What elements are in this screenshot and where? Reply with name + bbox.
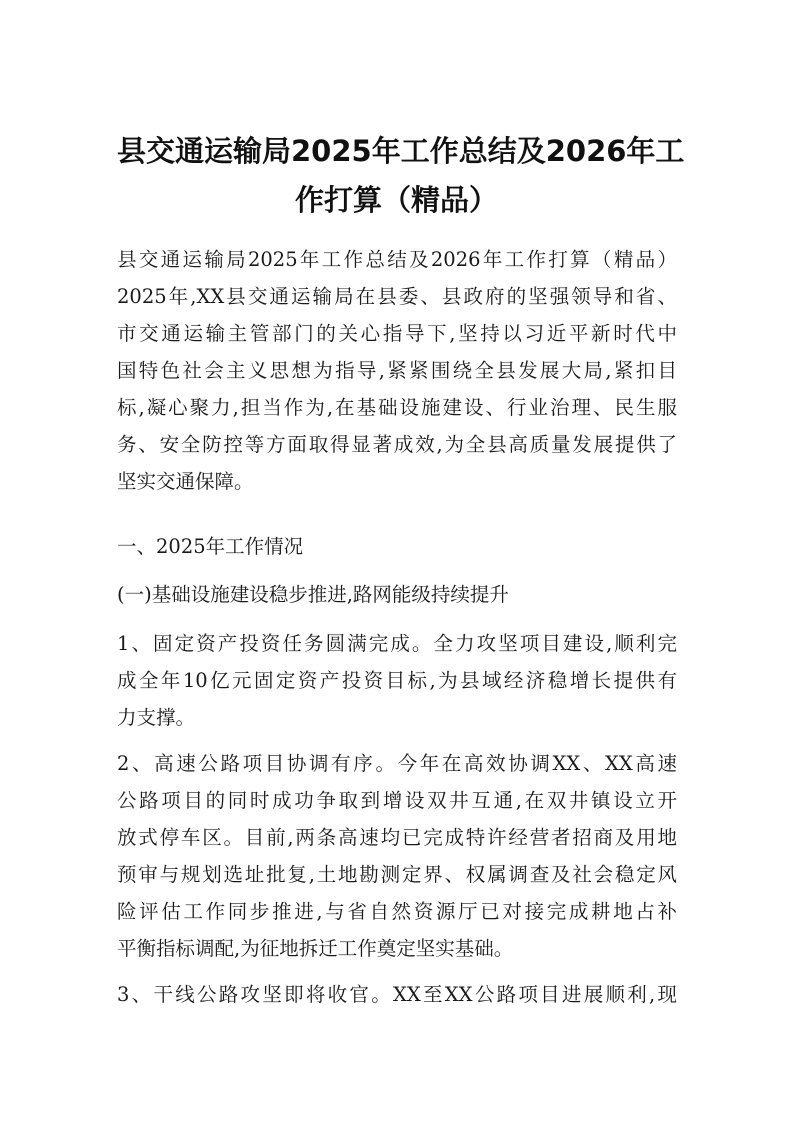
subsection-heading: (一)基础设施建设稳步推进,路网能级持续提升	[117, 583, 509, 606]
body-line: 力支撑。	[117, 706, 196, 729]
body-line: 务、安全防控等方面取得显著成效,为全县高质量发展提供了	[117, 433, 677, 456]
body-line: 县交通运输局2025年工作总结及2026年工作打算（精品）	[117, 248, 677, 271]
body-line: 2025年,XX县交通运输局在县委、县政府的坚强领导和省、	[117, 285, 677, 308]
body-line: 坚实交通保障。	[117, 470, 254, 493]
body-line: 公路项目的同时成功争取到增设双井互通,在双井镇设立开	[117, 789, 677, 812]
body-line: 放式停车区。目前,两条高速均已完成特许经营者招商及用地	[117, 826, 677, 849]
title-line-1: 县交通运输局2025年工作总结及2026年工	[117, 134, 685, 168]
body-line: 2、高速公路项目协调有序。今年在高效协调XX、XX高速	[117, 752, 677, 775]
title-line-2: 作打算（精品）	[294, 183, 498, 217]
body-line: 成全年10亿元固定资产投资目标,为县域经济稳增长提供有	[117, 669, 677, 692]
body-line: 3、干线公路攻坚即将收官。XX至XX公路项目进展顺利,现	[117, 983, 677, 1006]
body-line: 国特色社会主义思想为指导,紧紧围绕全县发展大局,紧扣目	[117, 359, 677, 382]
body-line: 预审与规划选址批复,土地勘测定界、权属调查及社会稳定风	[117, 863, 677, 886]
body-line: 平衡指标调配,为征地拆迁工作奠定坚实基础。	[117, 937, 514, 960]
body-line: 1、固定资产投资任务圆满完成。全力攻坚项目建设,顺利完	[117, 632, 677, 655]
body-line: 市交通运输主管部门的关心指导下,坚持以习近平新时代中	[117, 322, 677, 345]
section-heading: 一、2025年工作情况	[117, 535, 304, 558]
body-line: 标,凝心聚力,担当作为,在基础设施建设、行业治理、民生服	[117, 396, 677, 419]
body-line: 险评估工作同步推进,与省自然资源厅已对接完成耕地占补	[117, 900, 677, 923]
